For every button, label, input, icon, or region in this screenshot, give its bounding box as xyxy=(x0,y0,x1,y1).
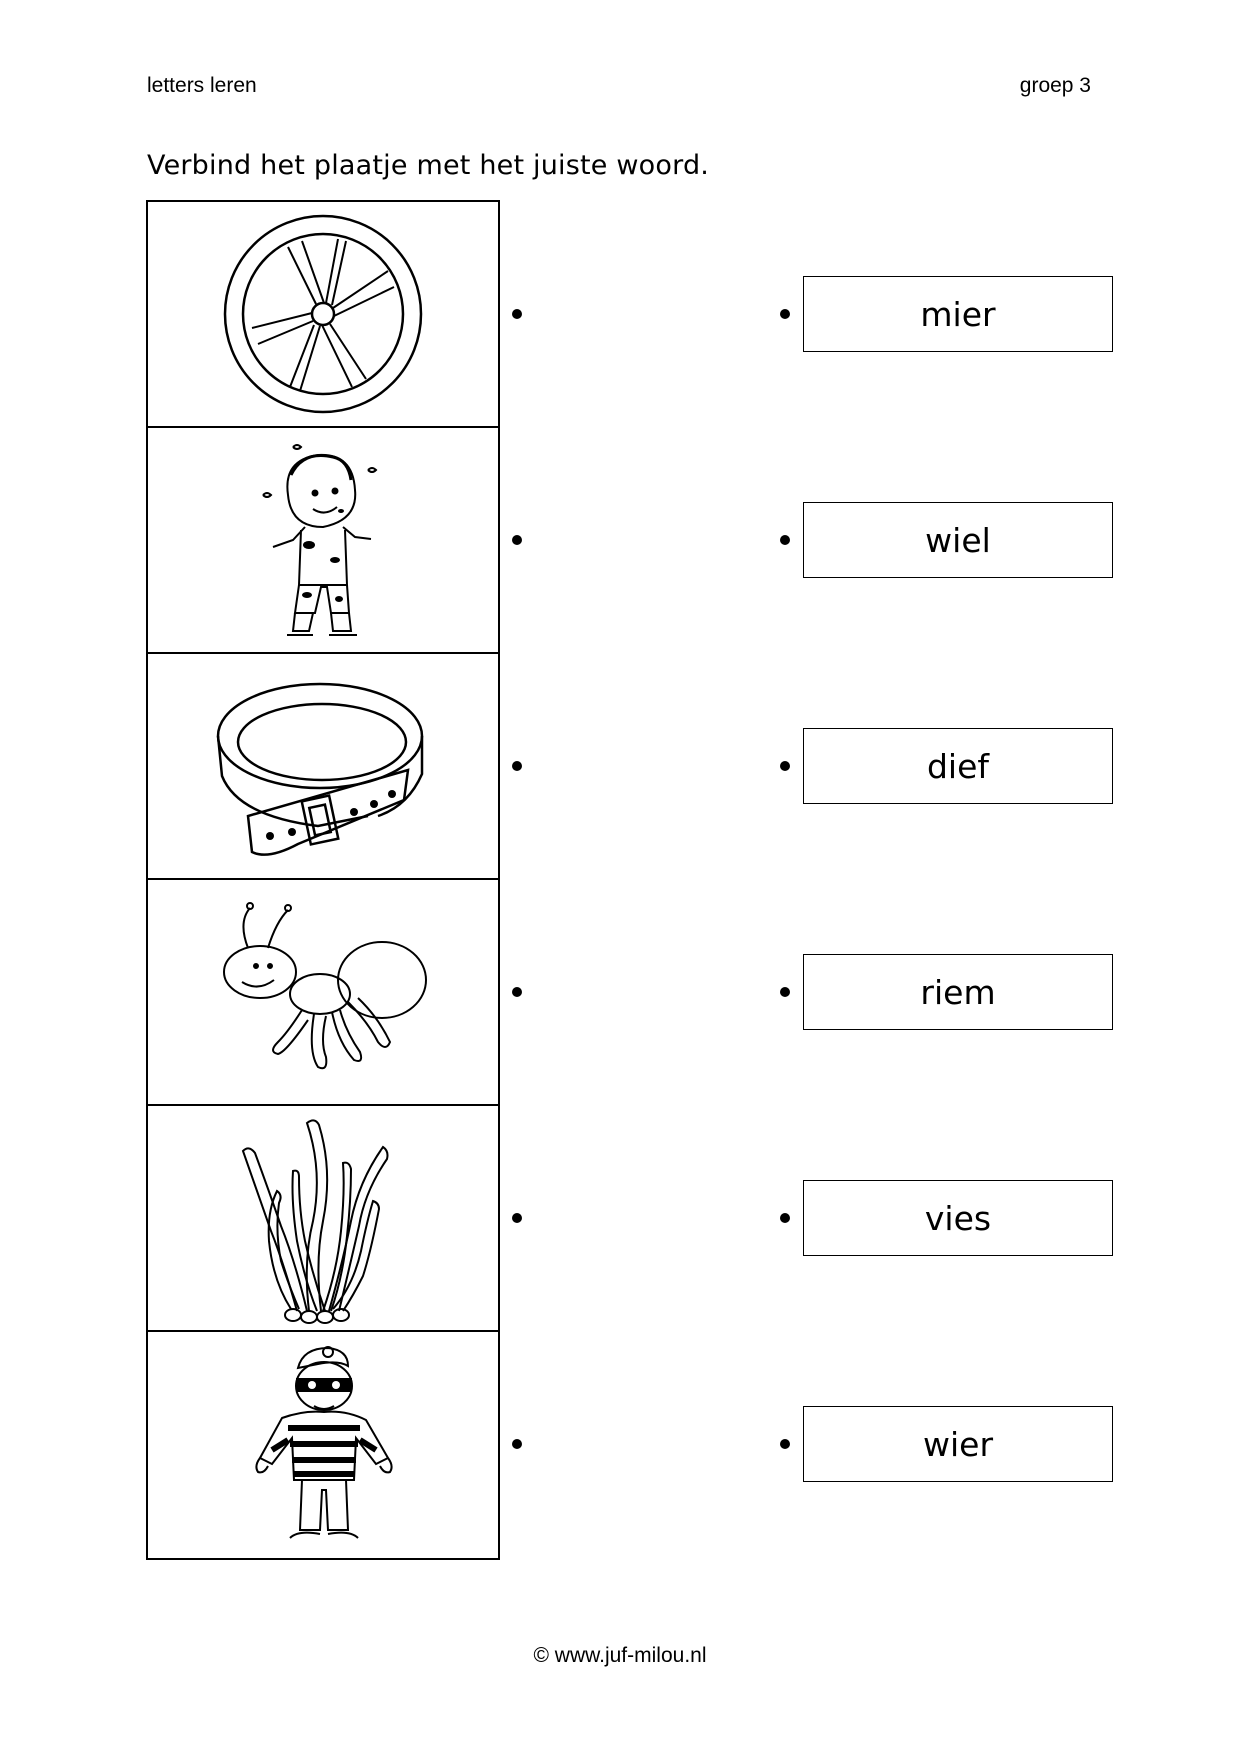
picture-dot-2[interactable] xyxy=(512,535,522,545)
picture-column xyxy=(146,200,500,1560)
belt-icon xyxy=(208,666,438,866)
word-dot-1[interactable] xyxy=(780,309,790,319)
picture-dot-4[interactable] xyxy=(512,987,522,997)
word-dot-2[interactable] xyxy=(780,535,790,545)
thief-icon xyxy=(248,1340,398,1550)
word-box-wiel: wiel xyxy=(803,502,1113,578)
word-box-mier: mier xyxy=(803,276,1113,352)
picture-cell-3 xyxy=(148,654,498,880)
picture-cell-2 xyxy=(148,428,498,654)
picture-dot-1[interactable] xyxy=(512,309,522,319)
word-box-dief: dief xyxy=(803,728,1113,804)
word-box-vies: vies xyxy=(803,1180,1113,1256)
ant-icon xyxy=(208,892,438,1092)
picture-cell-5 xyxy=(148,1106,498,1332)
word-dot-6[interactable] xyxy=(780,1439,790,1449)
word-dot-3[interactable] xyxy=(780,761,790,771)
picture-cell-6 xyxy=(148,1332,498,1558)
word-box-riem: riem xyxy=(803,954,1113,1030)
word-box-wier: wier xyxy=(803,1406,1113,1482)
picture-dot-6[interactable] xyxy=(512,1439,522,1449)
picture-cell-4 xyxy=(148,880,498,1106)
header-left: letters leren xyxy=(147,74,257,97)
picture-dot-3[interactable] xyxy=(512,761,522,771)
dirty-child-icon xyxy=(243,435,403,645)
word-dot-5[interactable] xyxy=(780,1213,790,1223)
seaweed-icon xyxy=(233,1111,413,1326)
instruction: Verbind het plaatje met het juiste woord. xyxy=(147,150,710,181)
picture-dot-5[interactable] xyxy=(512,1213,522,1223)
picture-cell-1 xyxy=(148,202,498,428)
header-right: groep 3 xyxy=(1019,74,1091,97)
wheel-icon xyxy=(218,209,428,419)
footer-copyright: © www.juf-milou.nl xyxy=(533,1644,707,1667)
word-dot-4[interactable] xyxy=(780,987,790,997)
